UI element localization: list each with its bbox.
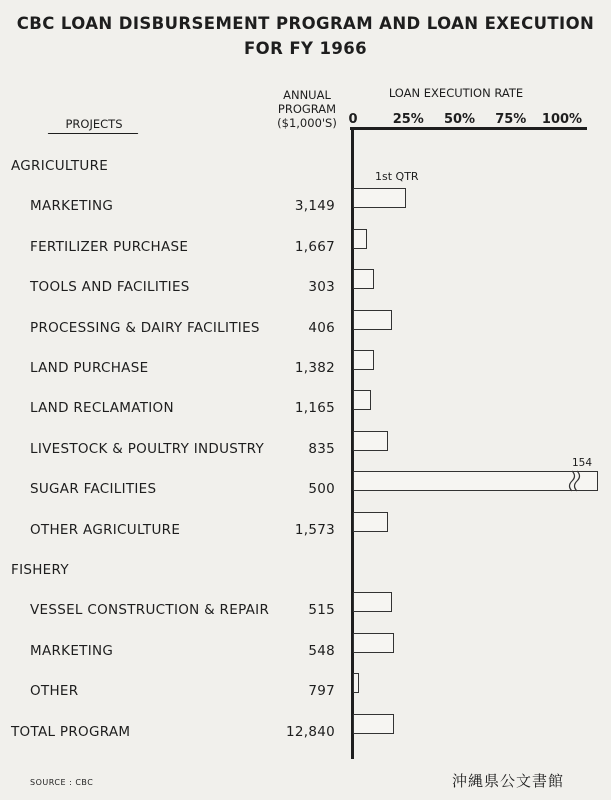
row-rate-bar	[353, 592, 392, 612]
total-label: TOTAL PROGRAM	[11, 723, 131, 740]
chart-title-line2: FOR FY 1966	[243, 39, 368, 58]
row-label: LAND PURCHASE	[30, 360, 149, 376]
row-rate-bar	[353, 269, 374, 289]
row-program-value: 515	[308, 602, 335, 619]
row-program-value: 548	[308, 642, 335, 659]
projects-header-underline	[48, 133, 139, 134]
tick-label: 25%	[392, 112, 424, 127]
series-label: 1st QTR	[375, 170, 419, 184]
bar-break-value: 154	[572, 457, 593, 470]
rate-axis-title: LOAN EXECUTION RATE	[388, 86, 524, 100]
row-program-value: 303	[308, 279, 335, 296]
tick-label: 50%	[443, 112, 476, 127]
row-program-value: 1,382	[294, 360, 335, 376]
row-program-value: 835	[308, 440, 335, 457]
rate-axis-line	[350, 127, 587, 130]
row-label: OTHER	[30, 683, 79, 700]
section-label: AGRICULTURE	[11, 158, 109, 174]
archive-stamp: 沖縄県公文書館	[452, 772, 565, 790]
row-rate-bar	[353, 512, 388, 532]
row-rate-bar	[353, 471, 598, 491]
row-program-value: 1,667	[294, 238, 335, 255]
annual-program-header	[268, 88, 346, 130]
chart-title-line1: CBC LOAN DISBURSEMENT PROGRAM AND LOAN EXECUTION	[16, 14, 595, 33]
row-label: MARKETING	[30, 198, 114, 215]
row-program-value: 797	[308, 683, 335, 700]
tick-label: 100%	[541, 112, 583, 127]
row-rate-bar	[353, 431, 388, 451]
tick-label: 75%	[495, 112, 527, 127]
annual-header-line3: ($1,000'S)	[277, 116, 337, 130]
row-rate-bar	[353, 188, 406, 208]
row-label: OTHER AGRICULTURE	[30, 521, 181, 538]
row-label: PROCESSING & DAIRY FACILITIES	[30, 319, 260, 336]
projects-header: PROJECTS	[65, 117, 123, 131]
row-rate-bar	[353, 673, 359, 693]
row-label: FERTILIZER PURCHASE	[30, 238, 189, 255]
row-label: LAND RECLAMATION	[30, 400, 174, 417]
row-rate-bar	[353, 390, 371, 410]
annual-header-line1: ANNUAL	[283, 88, 331, 102]
row-label: TOOLS AND FACILITIES	[30, 279, 190, 296]
tick-label: 0	[348, 112, 358, 127]
section-label: FISHERY	[11, 562, 69, 578]
total-rate-bar	[353, 714, 394, 734]
row-label: VESSEL CONSTRUCTION & REPAIR	[30, 602, 270, 619]
row-label: LIVESTOCK & POULTRY INDUSTRY	[30, 440, 265, 457]
row-program-value: 1,165	[294, 400, 335, 417]
row-program-value: 1,573	[294, 521, 335, 538]
row-label: MARKETING	[30, 642, 114, 659]
row-program-value: 500	[308, 481, 335, 498]
row-rate-bar	[353, 229, 367, 249]
row-rate-bar	[353, 310, 392, 330]
total-program-value: 12,840	[285, 723, 335, 740]
bar-break-mark	[570, 469, 582, 493]
row-rate-bar	[353, 633, 394, 653]
row-program-value: 406	[308, 319, 335, 336]
annual-header-line2: PROGRAM	[277, 102, 337, 116]
row-rate-bar	[353, 350, 374, 370]
source-note: SOURCE : CBC	[30, 778, 94, 787]
row-label: SUGAR FACILITIES	[30, 481, 157, 498]
row-program-value: 3,149	[294, 198, 335, 215]
